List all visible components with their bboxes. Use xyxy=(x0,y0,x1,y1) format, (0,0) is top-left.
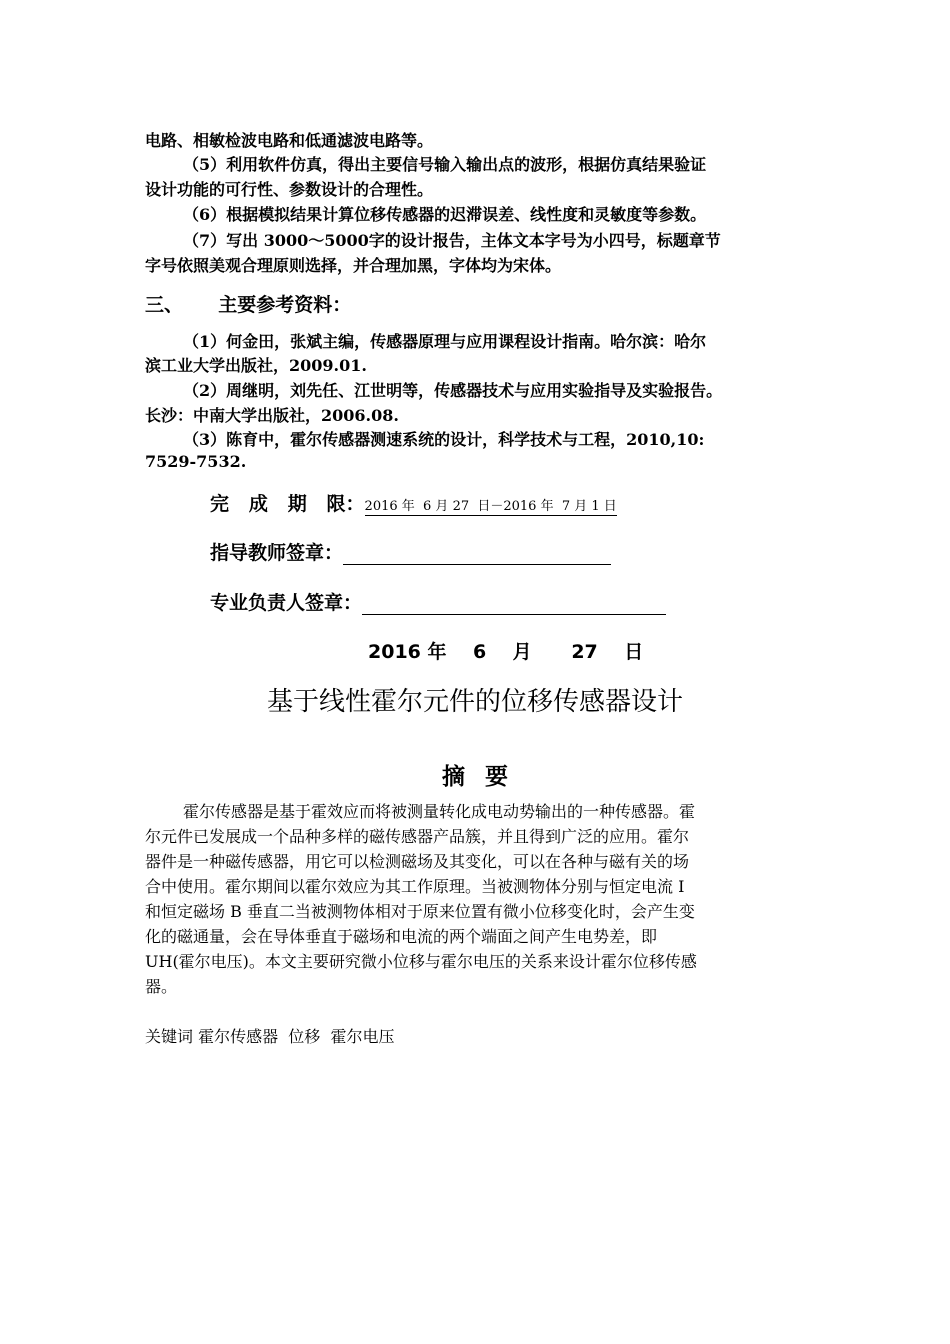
reference-line: （1）何金田，张斌主编，传感器原理与应用课程设计指南。哈尔滨：哈尔 xyxy=(183,332,707,351)
advisor-signature-row xyxy=(210,538,611,565)
requirement-line: （5）利用软件仿真，得出主要信号输入输出点的波形，根据仿真结果验证 xyxy=(183,155,707,174)
director-signature-row xyxy=(210,588,666,615)
advisor-signature-label: 指导教师签章： xyxy=(210,542,344,564)
reference-line: （3）陈育中，霍尔传感器测速系统的设计，科学技术与工程，2010,10: xyxy=(183,430,705,449)
keywords-label: 关键词 xyxy=(145,1027,194,1046)
abstract-line: 尔元件已发展成一个品种多样的磁传感器产品簇，并且得到广泛的应用。霍尔 xyxy=(145,827,690,846)
abstract-line: 化的磁通量，会在导体垂直于磁场和电流的两个端面之间产生电势差，即 xyxy=(145,927,658,946)
deadline-label: 完 成 期 限： xyxy=(210,493,365,515)
abstract-line: 和恒定磁场 B 垂直二当被测物体相对于原来位置有微小位移变化时，会产生变 xyxy=(145,902,695,921)
requirement-line: （6）根据模拟结果计算位移传感器的迟滞误差、线性度和灵敏度等参数。 xyxy=(183,205,707,224)
reference-line: 滨工业大学出版社，2009.01. xyxy=(145,356,367,375)
abstract-line: 合中使用。霍尔期间以霍尔效应为其工作原理。当被测物体分别与恒定电流 I xyxy=(145,877,685,896)
deadline-row xyxy=(210,489,617,516)
abstract-line: 霍尔传感器是基于霍效应而将被测量转化成电动势输出的一种传感器。霍 xyxy=(183,802,696,821)
references-heading xyxy=(145,290,351,317)
abstract-heading: 摘要 xyxy=(442,764,528,790)
requirement-line: （7）写出 3000～5000字的设计报告，主体文本字号为小四号，标题章节 xyxy=(183,231,721,250)
signoff-date: 2016 年 6 月 27 日 xyxy=(368,641,644,663)
references-heading-number: 三、 xyxy=(145,294,184,316)
paper-title: 基于线性霍尔元件的位移传感器设计 xyxy=(266,687,683,717)
references-heading-text: 主要参考资料： xyxy=(218,294,352,316)
abstract-line: 器件是一种磁传感器，用它可以检测磁场及其变化，可以在各种与磁有关的场 xyxy=(145,852,690,871)
reference-line: 7529-7532. xyxy=(145,452,247,471)
reference-line: （2）周继明，刘先任、江世明等，传感器技术与应用实验指导及实验报告。 xyxy=(183,381,723,400)
director-signature-line[interactable] xyxy=(362,594,666,615)
keywords-value: 霍尔传感器 位移 霍尔电压 xyxy=(193,1027,395,1046)
keywords-row xyxy=(145,1024,394,1047)
requirement-line: 电路、相敏检波电路和低通滤波电路等。 xyxy=(145,131,434,150)
abstract-line: 器。 xyxy=(145,977,178,996)
reference-line: 长沙：中南大学出版社，2006.08. xyxy=(145,406,399,425)
deadline-value: 2016 年 6 月 27 日－2016 年 7 月 1 日 xyxy=(364,499,617,514)
advisor-signature-line[interactable] xyxy=(343,544,611,565)
abstract-line: UH(霍尔电压)。本文主要研究微小位移与霍尔电压的关系来设计霍尔位移传感 xyxy=(145,952,697,971)
requirement-line: 字号依照美观合理原则选择，并合理加黑，字体均为宋体。 xyxy=(145,256,562,275)
director-signature-label: 专业负责人签章： xyxy=(210,592,363,614)
requirement-line: 设计功能的可行性、参数设计的合理性。 xyxy=(145,180,434,199)
